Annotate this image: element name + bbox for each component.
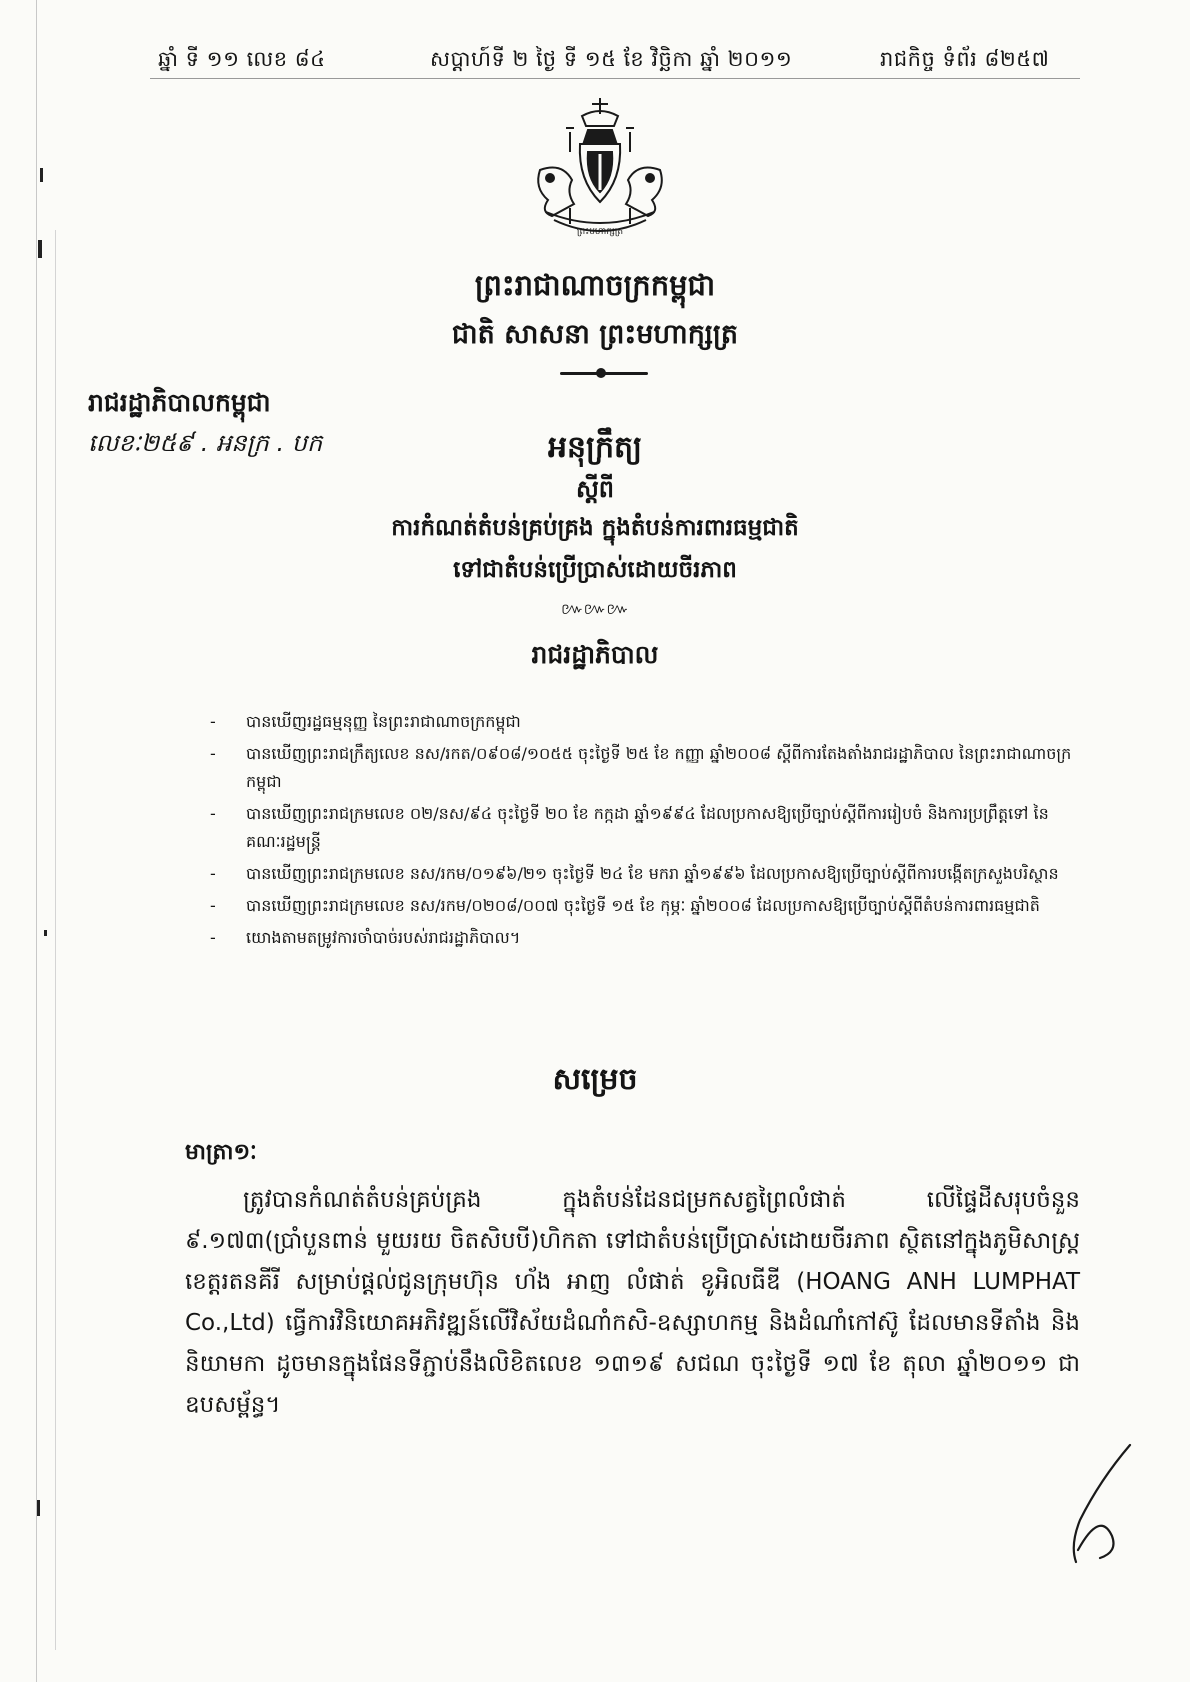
preamble-list (210, 708, 1080, 956)
gazette-date: សប្តាហ៍ទី ២ ថ្ងៃ ទី ១៥ ខែ វិច្ឆិកា ឆ្នាំ ២០១១ (430, 47, 793, 71)
document-type: អនុក្រឹត្យ (547, 430, 643, 465)
list-item: - បានឃើញរដ្ឋធម្មនុញ្ញ នៃព្រះរាជាណាចក្រកម្ពុជា (210, 712, 521, 731)
kingdom-name: ព្រះរាជាណាចក្រកម្ពុជា (474, 268, 716, 302)
scan-margin-line (36, 0, 37, 1682)
list-item: - បានឃើញព្រះរាជក្រឹត្យលេខ នស/រកត/០៩០៨/១០៥៥ ចុះថ្ងៃទី ២៥ ខែ កញ្ញា ឆ្នាំ២០០៨ ស្តីពីការតែងតាំងរាជរដ្ឋាភិបាល នៃព្រះរាជាណាចក្រកម្ពុជា (210, 744, 1072, 791)
article-1-text: ត្រូវបានកំណត់តំបន់គ្រប់គ្រង ក្នុងតំបន់ដែនជម្រកសត្វព្រៃលំផាត់ លើផ្ទៃដីសរុបចំនួន ៩.១៧៣(ប្រាំបួនពាន់ មួយរយ ចិតសិបបី)ហិកតា ទៅជាតំបន់ប្រើប្រាស់ដោយចីរភាព ស្ថិតនៅក្នុងភូមិសាស្ត្រខេត្តរតនគីរី សម្រាប់ផ្តល់ជូនក្រុមហ៊ុន ហ័ង អាញ លំផាត់ ខូអិលធីឌី (HOANG ANH LUMPHAT Co.,Ltd) ធ្វើការវិនិយោគអភិវឌ្ឍន៍លើវិស័យដំណាំកសិ-ឧស្សាហកម្ម និងដំណាំកៅស៊ូ ដែលមានទីតាំង និងនិយាមកា ដូចមានក្នុងផែនទីភ្ជាប់នឹងលិខិតលេខ ១៣១៩ សជណ ចុះថ្ងៃទី ១៧ ខែ តុលា ឆ្នាំ២០១១ ជាឧបសម្ព័ន្ធ។ (185, 1187, 1080, 1418)
authority-heading: រាជរដ្ឋាភិបាល (531, 640, 659, 669)
signature-initial (1060, 1440, 1150, 1570)
document-subject-line2: ទៅជាតំបន់ប្រើប្រាស់ដោយចីរភាព (453, 557, 737, 583)
scan-speck (38, 240, 42, 258)
document-subject-line1: ការកំណត់តំបន់គ្រប់គ្រង ក្នុងតំបន់ការពារធម្មជាតិ (391, 515, 799, 541)
document-about: ស្តីពី (575, 475, 615, 503)
scan-speck (44, 930, 47, 936)
decision-heading: សម្រេច (552, 1062, 638, 1097)
scan-speck (37, 1500, 40, 1516)
ornament-dot (596, 368, 606, 378)
gazette-page: រាជកិច្ច ទំព័រ ៨២៥៧ (880, 47, 1050, 71)
coat-of-arms-emblem (510, 92, 690, 252)
list-item: - យោងតាមតម្រូវការចាំបាច់របស់រាជរដ្ឋាភិបាល។ (210, 928, 521, 947)
gazette-issue: ឆ្នាំ ទី ១១ លេខ ៨៤ (158, 47, 326, 71)
issuer-name: រាជរដ្ឋាភិបាលកម្ពុជា (88, 388, 271, 417)
list-item: - បានឃើញព្រះរាជក្រមលេខ នស/រកម/០២០៨/០០៧ ចុះថ្ងៃទី ១៥ ខែ កុម្ភៈ ឆ្នាំ២០០៨ ដែលប្រកាសឱ្យប្រើច្បាប់ស្តីពីតំបន់ការពារធម្មជាតិ (210, 896, 1040, 915)
header-rule (150, 78, 1080, 79)
issuer-number: លេខៈ២៥៩ . អនក្រ . បក (88, 429, 323, 457)
list-item: - បានឃើញព្រះរាជក្រមលេខ នស/រកម/០១៩៦/២១ ចុះថ្ងៃទី ២៤ ខែ មករា ឆ្នាំ១៩៩៦ ដែលប្រកាសឱ្យប្រើច្បាប់ស្តីពីការបង្កើតក្រសួងបរិស្ថាន (210, 864, 1059, 883)
article-label: មាត្រា១ៈ (185, 1140, 257, 1165)
section-ornament: ៚៚៚ (561, 599, 629, 618)
list-item: - បានឃើញព្រះរាជក្រមលេខ ០២/នស/៩៤ ចុះថ្ងៃទី ២០ ខែ កក្កដា ឆ្នាំ១៩៩៤ ដែលប្រកាសឱ្យប្រើច្បាប់ស្តីពីការរៀបចំ និងការប្រព្រឹត្តទៅ នៃគណៈរដ្ឋមន្ត្រី (210, 804, 1049, 851)
emblem-banner-text: ព្រះមហាក្សត្រ (576, 227, 624, 237)
kingdom-motto: ជាតិ សាសនា ព្រះមហាក្សត្រ (451, 319, 739, 350)
scan-speck (40, 168, 43, 182)
